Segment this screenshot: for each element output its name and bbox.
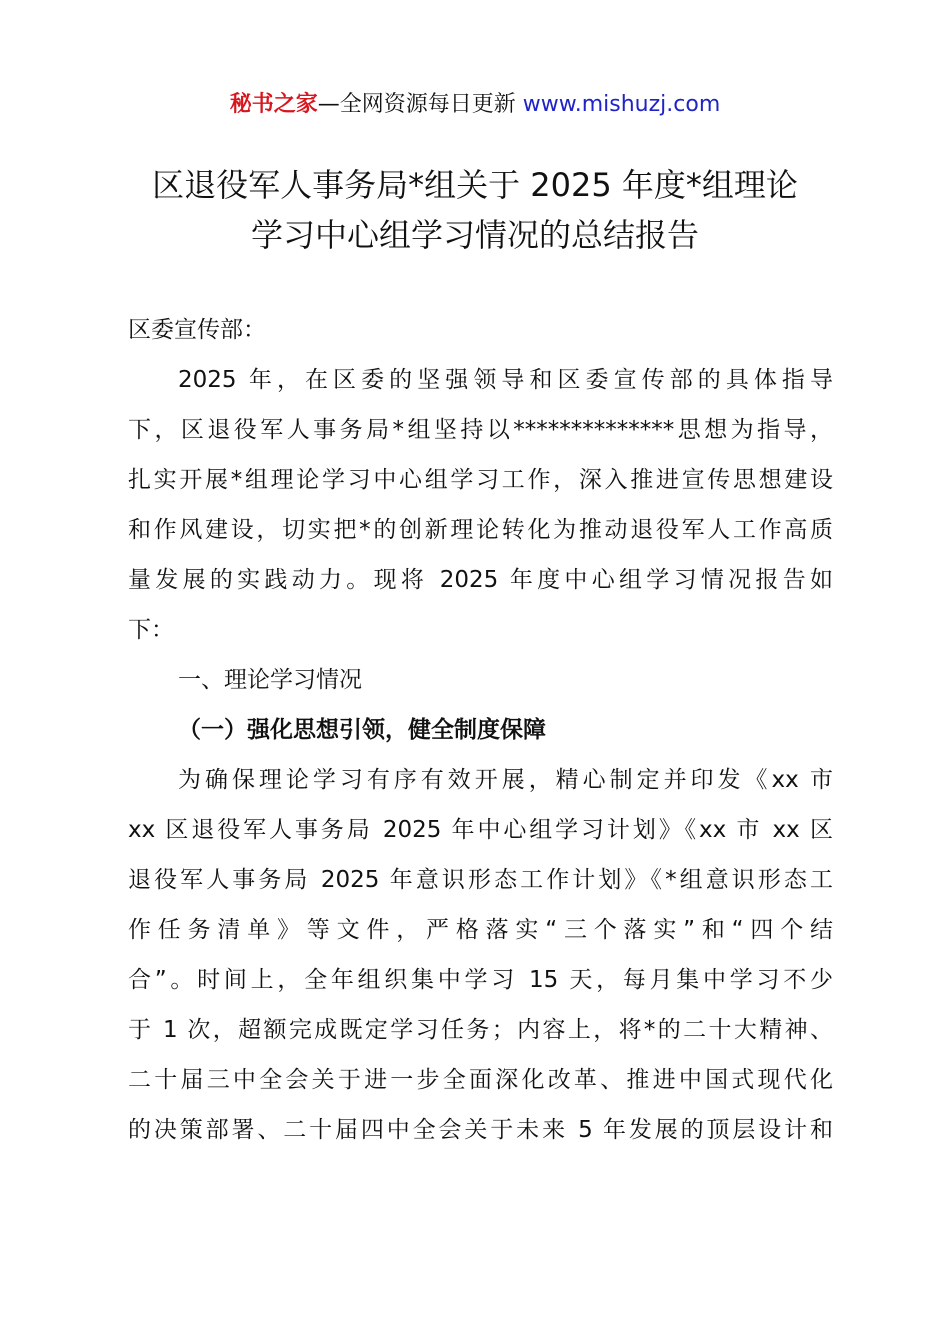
title-line-2: 学习中心组学习情况的总结报告	[250, 216, 699, 254]
section-heading: 一、理论学习情况	[178, 667, 362, 693]
salutation: 区委宣传部：	[128, 317, 266, 343]
paragraph-plan	[128, 755, 833, 1155]
text-line: 于 1 次，超额完成既定学习任务；内容上，将*的二十大精神、	[128, 1017, 833, 1043]
text-line: 扎实开展*组理论学习中心组学习工作，深入推进宣传思想建设	[128, 467, 833, 493]
paragraph-intro	[128, 355, 833, 655]
header-tagline: —全网资源每日更新	[317, 92, 523, 117]
text-line: xx 区退役军人事务局 2025 年中心组学习计划》《xx 市 xx 区	[128, 817, 833, 843]
document-body	[128, 305, 833, 1155]
text-line: 下：	[128, 617, 174, 643]
title-line-1: 区退役军人事务局*组关于 2025 年度*组理论	[152, 166, 798, 204]
text-line: 二十届三中全会关于进一步全面深化改革、推进中国式现代化	[128, 1067, 833, 1093]
text-line: 作任务清单》等文件，严格落实“三个落实”和“四个结	[128, 917, 833, 943]
text-line: 退役军人事务局 2025 年意识形态工作计划》《*组意识形态工	[128, 867, 833, 893]
site-header	[0, 88, 950, 122]
subsection-heading: （一）强化思想引领，健全制度保障	[178, 717, 546, 743]
site-url[interactable]: www.mishuzj.com	[522, 92, 721, 117]
document-title	[100, 160, 850, 260]
brand-name: 秘书之家	[229, 92, 318, 117]
text-line: 量发展的实践动力。现将 2025 年度中心组学习情况报告如	[128, 567, 833, 593]
text-line: 和作风建设，切实把*的创新理论转化为推动退役军人工作高质	[128, 517, 833, 543]
text-line: 的决策部署、二十届四中全会关于未来 5 年发展的顶层设计和	[128, 1117, 833, 1143]
text-line: 合”。时间上，全年组织集中学习 15 天，每月集中学习不少	[128, 967, 833, 993]
text-line: 下，区退役军人事务局*组坚持以**************思想为指导，	[128, 417, 833, 443]
text-line: 为确保理论学习有序有效开展，精心制定并印发《xx 市	[178, 767, 833, 793]
text-line: 2025 年，在区委的坚强领导和区委宣传部的具体指导	[178, 367, 833, 393]
